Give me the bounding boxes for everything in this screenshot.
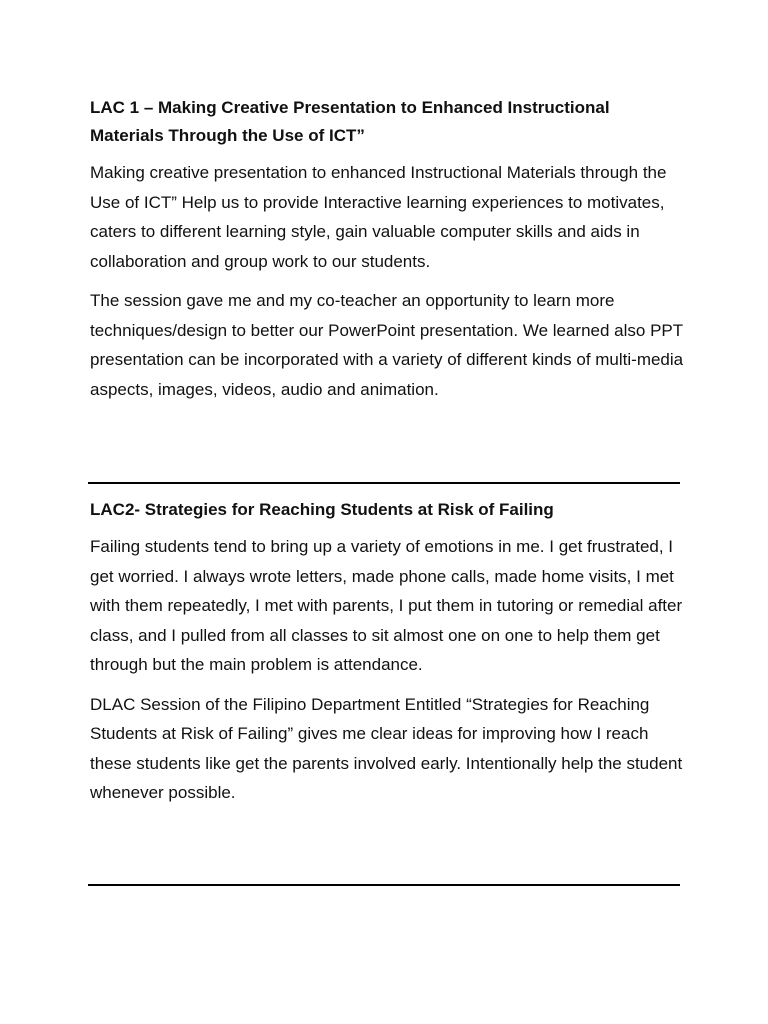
section-lac2 [90, 496, 685, 818]
section-lac1 [90, 94, 685, 414]
section-paragraph: Making creative presentation to enhanced Instructional Materials through the Use of ICT” Help us to provide Interactive learning experiences to motivates, caters to different learning style, gain valuable computer skills and aids in collaboration and group work to our students. [90, 163, 667, 271]
horizontal-divider [88, 884, 680, 886]
section-paragraph: Failing students tend to bring up a variety of emotions in me. I get frustrated, I get worried. I always wrote letters, made phone calls, made home visits, I met with them repeatedly, I met with parents, I put them in tutoring or remedial after class, and I pulled from all classes to sit almost one on one to help them get through but the main problem is attendance. [90, 537, 683, 674]
section-heading: LAC 1 – Making Creative Presentation to Enhanced Instructional Materials Through the Use of ICT” [90, 98, 610, 145]
section-paragraph: The session gave me and my co-teacher an opportunity to learn more techniques/design to better our PowerPoint presentation. We learned also PPT presentation can be incorporated with a variety of different kinds of multi-media aspects, images, videos, audio and animation. [90, 291, 684, 399]
section-paragraph: DLAC Session of the Filipino Department Entitled “Strategies for Reaching Students at Risk of Failing” gives me clear ideas for improving how I reach these students like get the parents involved early. Intentionally help the student whenever possible. [90, 694, 683, 802]
horizontal-divider [88, 482, 680, 484]
section-heading: LAC2- Strategies for Reaching Students at Risk of Failing [90, 500, 554, 519]
